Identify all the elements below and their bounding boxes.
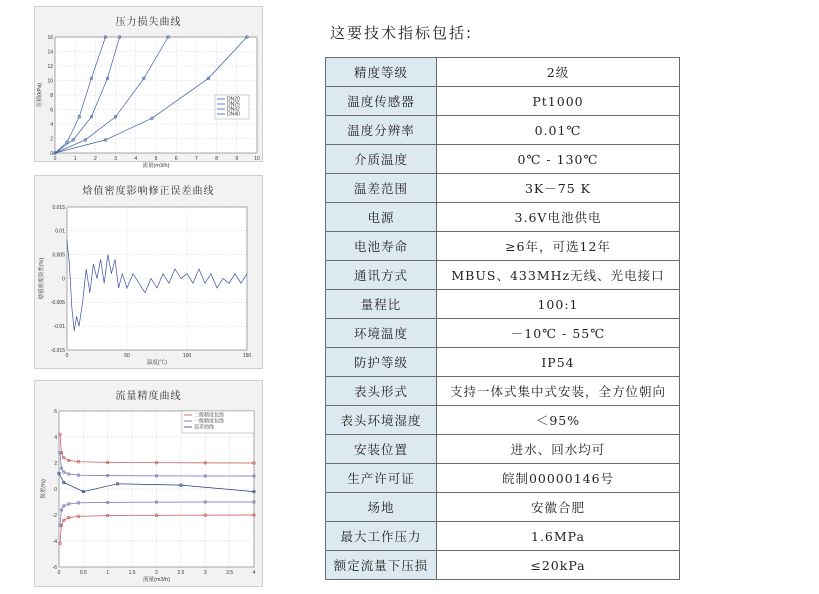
legend-label: DN32 — [227, 106, 240, 113]
x-tick-label: 7 — [195, 156, 198, 162]
spec-row — [326, 522, 680, 551]
spec-label: 最大工作压力 — [326, 522, 437, 551]
x-axis-label: 流量(m3/h) — [142, 163, 170, 169]
spec-label: 表头形式 — [326, 377, 437, 406]
y-axis-label: 焓值密度误差(%) — [39, 257, 45, 300]
spec-label: 量程比 — [326, 290, 437, 319]
spec-label: 温差范围 — [326, 174, 437, 203]
spec-label: 通讯方式 — [326, 261, 437, 290]
enthalpy-density-chart — [34, 175, 263, 369]
spec-value: 3.6V电池供电 — [437, 203, 680, 232]
spec-row — [326, 203, 680, 232]
y-tick-label: -4 — [52, 538, 57, 545]
spec-label: 场地 — [326, 493, 437, 522]
x-tick-label: 0 — [53, 156, 57, 162]
spec-value: 100:1 — [437, 290, 680, 319]
chart-title: 焓值密度影响修正误差曲线 — [82, 186, 215, 197]
x-tick-label: 2 — [94, 156, 97, 162]
spec-label: 电池寿命 — [326, 232, 437, 261]
legend-label: 一级精度包络 — [194, 418, 225, 425]
spec-value: 0.01℃ — [437, 116, 680, 145]
x-tick-label: 9 — [235, 156, 239, 162]
spec-value: 支持一体式集中式安装，全方位朝向 — [437, 377, 680, 406]
pressure-loss-plot — [35, 7, 262, 169]
spec-value: 2级 — [437, 58, 680, 87]
spec-label: 额定流量下压损 — [326, 551, 437, 580]
x-tick-label: 5 — [154, 156, 158, 162]
legend-label: DN20 — [227, 96, 240, 103]
y-tick-label: 0.005 — [52, 252, 65, 259]
spec-label: 环境温度 — [326, 319, 437, 348]
y-tick-label: 0.015 — [52, 204, 65, 211]
pressure-loss-chart — [34, 6, 263, 169]
x-tick-label: 1.5 — [128, 570, 136, 576]
y-tick-label: 0 — [50, 150, 53, 157]
x-tick-label: 0 — [65, 353, 69, 359]
y-tick-label: 2 — [50, 136, 53, 143]
spec-row — [326, 261, 680, 290]
spec-row — [326, 116, 680, 145]
y-tick-label: 8 — [50, 92, 53, 99]
x-tick-label: 2 — [155, 570, 158, 576]
y-tick-label: 12 — [47, 63, 53, 70]
legend-label: DN40 — [227, 111, 240, 118]
spec-value: 0℃ - 130℃ — [437, 145, 680, 174]
x-tick-label: 150 — [242, 353, 252, 359]
spec-row — [326, 551, 680, 580]
legend-label: 误差曲线 — [194, 424, 215, 431]
spec-row — [326, 348, 680, 377]
flow-accuracy-chart — [34, 380, 263, 587]
y-tick-label: 0.01 — [55, 228, 65, 235]
x-tick-label: 4 — [134, 156, 138, 162]
y-tick-label: -2 — [52, 512, 57, 519]
x-tick-label: 0 — [57, 570, 61, 576]
chart-title: 压力损失曲线 — [115, 17, 182, 28]
spec-row — [326, 493, 680, 522]
spec-value: 进水、回水均可 — [437, 435, 680, 464]
x-tick-label: 6 — [174, 156, 178, 162]
x-axis-label: 流量(m3/h) — [143, 577, 170, 583]
x-tick-label: 3 — [203, 570, 207, 576]
x-tick-label: 8 — [215, 156, 218, 162]
spec-value: IP54 — [437, 348, 680, 377]
y-tick-label: -0.005 — [50, 300, 65, 307]
y-tick-label: 14 — [47, 49, 53, 56]
spec-value: 皖制00000146号 — [437, 464, 680, 493]
x-tick-label: 3 — [114, 156, 117, 162]
x-tick-label: 1 — [106, 570, 110, 576]
spec-label: 电源 — [326, 203, 437, 232]
y-tick-label: 4 — [50, 121, 53, 128]
y-tick-label: -0.01 — [53, 323, 65, 330]
spec-value: ≤20kPa — [437, 551, 680, 580]
flow-accuracy-plot — [35, 381, 262, 586]
spec-value: Pt1000 — [437, 87, 680, 116]
y-tick-label: 6 — [50, 107, 53, 114]
y-tick-label: 0 — [54, 486, 57, 493]
x-tick-label: 0.5 — [79, 570, 87, 576]
spec-value: MBUS、433MHz无线、光电接口 — [437, 261, 680, 290]
y-tick-label: 10 — [47, 78, 53, 85]
spec-value: 安徽合肥 — [437, 493, 680, 522]
spec-label: 表头环境湿度 — [326, 406, 437, 435]
x-tick-label: 10 — [254, 156, 260, 162]
spec-table — [325, 57, 680, 580]
spec-row — [326, 435, 680, 464]
x-tick-label: 4 — [252, 570, 256, 576]
spec-row — [326, 145, 680, 174]
spec-heading: 这要技术指标包括: — [330, 24, 474, 42]
spec-label: 防护等级 — [326, 348, 437, 377]
spec-row — [326, 464, 680, 493]
x-tick-label: 50 — [124, 353, 130, 359]
spec-row — [326, 319, 680, 348]
spec-row — [326, 58, 680, 87]
x-tick-label: 3.5 — [226, 570, 234, 576]
spec-label: 安装位置 — [326, 435, 437, 464]
x-tick-label: 100 — [182, 353, 192, 359]
y-tick-label: 2 — [54, 460, 57, 467]
x-tick-label: 1 — [73, 156, 77, 162]
spec-row — [326, 377, 680, 406]
spec-label: 生产许可证 — [326, 464, 437, 493]
y-tick-label: -0.015 — [50, 347, 65, 354]
spec-value: 3K－75 K — [437, 174, 680, 203]
y-axis-label: 压损(kPa) — [37, 82, 43, 108]
y-axis-label: 误差(%) — [41, 479, 47, 499]
chart-title: 流量精度曲线 — [115, 391, 182, 402]
spec-label: 温度分辨率 — [326, 116, 437, 145]
spec-value: －10℃ - 55℃ — [437, 319, 680, 348]
spec-row — [326, 290, 680, 319]
y-tick-label: 16 — [47, 34, 53, 41]
spec-row — [326, 232, 680, 261]
spec-row — [326, 174, 680, 203]
y-tick-label: 0 — [62, 276, 65, 283]
x-axis-label: 温度(℃) — [146, 360, 168, 366]
spec-label: 介质温度 — [326, 145, 437, 174]
enthalpy-density-plot — [35, 176, 262, 368]
spec-value: ≥6年，可选12年 — [437, 232, 680, 261]
legend-label: DN25 — [227, 101, 240, 108]
spec-label: 精度等级 — [326, 58, 437, 87]
y-tick-label: 6 — [54, 408, 57, 415]
y-tick-label: -6 — [52, 564, 57, 571]
spec-label: 温度传感器 — [326, 87, 437, 116]
spec-value: ＜95% — [437, 406, 680, 435]
spec-row — [326, 87, 680, 116]
legend-label: 二级精度包络 — [194, 412, 225, 419]
x-tick-label: 2.5 — [177, 570, 185, 576]
spec-value: 1.6MPa — [437, 522, 680, 551]
spec-row — [326, 406, 680, 435]
y-tick-label: 4 — [54, 434, 57, 441]
